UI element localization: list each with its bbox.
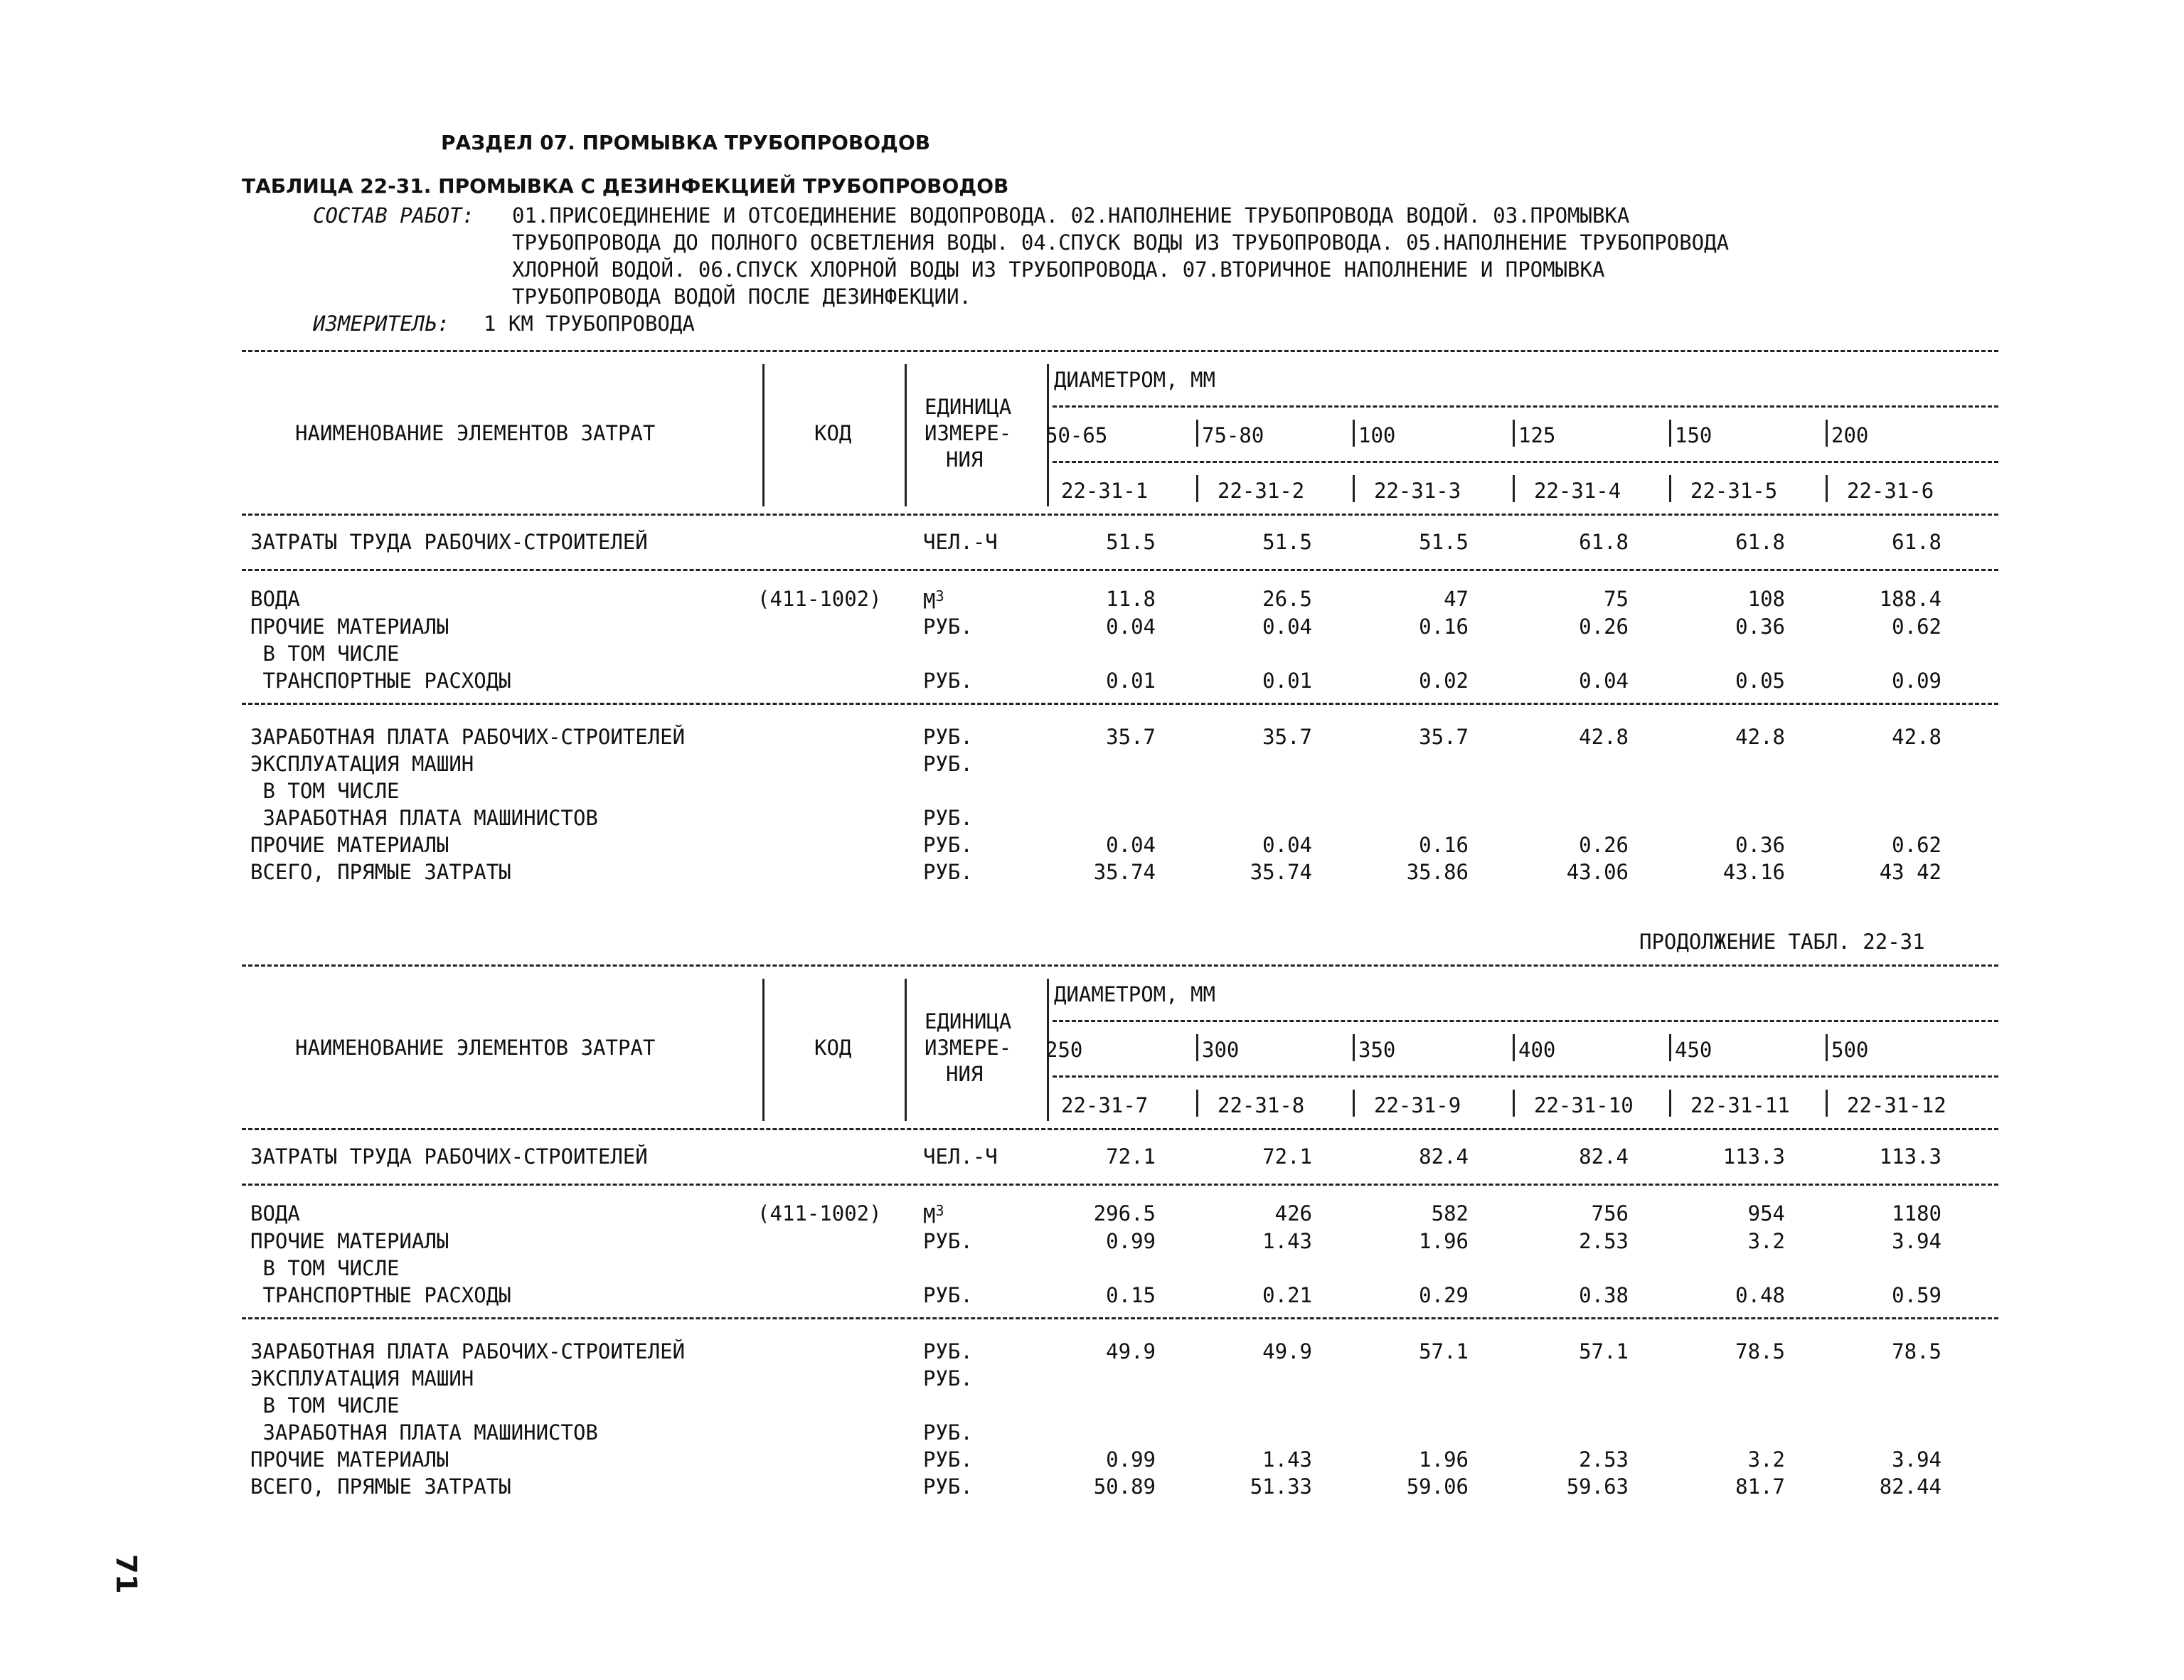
row-value: 0.99: [1106, 1229, 1156, 1253]
code-divider: [1826, 1090, 1828, 1117]
row-name: ЭКСПЛУАТАЦИЯ МАШИН: [250, 1366, 474, 1391]
header-unit-2: ИЗМЕРЕ-: [925, 421, 1012, 445]
diameter-500: 500: [1831, 1038, 1869, 1062]
header-unit-3: НИЯ: [946, 447, 984, 472]
row-value: 35.7: [1106, 725, 1156, 749]
resource-code-22-31-5: 22-31-5: [1690, 479, 1778, 503]
row-value: 3.94: [1892, 1229, 1941, 1253]
row-value: 1180: [1892, 1201, 1941, 1226]
row-unit: $М^3$: [923, 588, 944, 614]
row-value: 35.74: [1093, 860, 1156, 884]
resource-code-22-31-7: 22-31-7: [1061, 1093, 1149, 1117]
resource-code-22-31-1: 22-31-1: [1061, 479, 1149, 503]
table-2-code-rule: [1053, 1075, 1998, 1078]
code-divider: [1196, 475, 1198, 502]
table-title: ТАБЛИЦА 22-31. ПРОМЫВКА С ДЕЗИНФЕКЦИЕЙ ТРУБОПРОВОДОВ: [242, 174, 1009, 198]
row-unit: РУБ.: [923, 1339, 973, 1363]
row-value: 1.96: [1419, 1229, 1469, 1253]
row-value: 61.8: [1892, 530, 1941, 554]
resource-code-22-31-8: 22-31-8: [1218, 1093, 1305, 1117]
row-name: ТРАНСПОРТНЫЕ РАСХОДЫ: [250, 669, 511, 693]
row-value: 0.09: [1892, 669, 1941, 693]
code-divider: [1353, 475, 1355, 502]
row-value: 0.04: [1262, 833, 1312, 857]
row-value: 51.33: [1250, 1474, 1312, 1499]
section-title: РАЗДЕЛ 07. ПРОМЫВКА ТРУБОПРОВОДОВ: [441, 131, 931, 154]
row-value: 82.4: [1579, 1144, 1629, 1169]
row-value: 296.5: [1093, 1201, 1156, 1226]
row-name: ЗАТРАТЫ ТРУДА РАБОЧИХ-СТРОИТЕЛЕЙ: [250, 530, 648, 554]
row-value: 47: [1444, 587, 1469, 611]
row-code: (411-1002): [757, 587, 882, 611]
row-unit: РУБ.: [923, 725, 973, 749]
work-line-3: ХЛОРНОЙ ВОДОЙ. 06.СПУСК ХЛОРНОЙ ВОДЫ ИЗ ТРУБОПРОВОДА. 07.ВТОРИЧНОЕ НАПОЛНЕНИЕ И ПРОМЫВКА: [512, 257, 1605, 282]
row-value: 582: [1431, 1201, 1469, 1226]
row-unit: РУБ.: [923, 833, 973, 857]
table-1-labor-rule: [242, 569, 1998, 571]
work-line-2: ТРУБОПРОВОДА ДО ПОЛНОГО ОСВЕТЛЕНИЯ ВОДЫ. 04.СПУСК ВОДЫ ИЗ ТРУБОПРОВОДА. 05.НАПОЛНЕНИЕ ТРУБОПРОВОДА: [512, 230, 1730, 255]
row-unit: $М^3$: [923, 1202, 944, 1228]
header-unit-2: ИЗМЕРЕ-: [925, 1036, 1012, 1060]
row-value: 0.26: [1579, 833, 1629, 857]
row-value: 49.9: [1262, 1339, 1312, 1363]
table-1-materials-rule: [242, 703, 1998, 705]
row-unit: РУБ.: [923, 1366, 973, 1391]
row-unit: РУБ.: [923, 1474, 973, 1499]
row-name: В ТОМ ЧИСЛЕ: [250, 642, 400, 666]
row-value: 0.62: [1892, 615, 1941, 639]
header-code: КОД: [814, 1036, 852, 1060]
row-value: 35.7: [1419, 725, 1469, 749]
row-value: 26.5: [1262, 587, 1312, 611]
row-unit: РУБ.: [923, 1447, 973, 1472]
row-unit: РУБ.: [923, 1420, 973, 1445]
row-value: 43 42: [1879, 860, 1941, 884]
row-code: (411-1002): [757, 1201, 882, 1226]
continuation-label: ПРОДОЛЖЕНИЕ ТАБЛ. 22-31: [1639, 930, 1925, 954]
row-value: 0.04: [1262, 615, 1312, 639]
resource-code-22-31-6: 22-31-6: [1847, 479, 1934, 503]
resource-code-22-31-10: 22-31-10: [1534, 1093, 1634, 1117]
diameter-200: 200: [1831, 423, 1869, 447]
row-value: 49.9: [1106, 1339, 1156, 1363]
row-name: ЗАРАБОТНАЯ ПЛАТА МАШИНИСТОВ: [250, 1420, 598, 1445]
row-value: 0.04: [1579, 669, 1629, 693]
code-divider: [1196, 1090, 1198, 1117]
row-unit: РУБ.: [923, 669, 973, 693]
row-value: 0.04: [1106, 833, 1156, 857]
diameter-150: 150: [1675, 423, 1712, 447]
diameter-divider: [1513, 1034, 1515, 1061]
resource-code-22-31-11: 22-31-11: [1690, 1093, 1790, 1117]
row-value: 426: [1274, 1201, 1312, 1226]
row-name: В ТОМ ЧИСЛЕ: [250, 1256, 400, 1280]
row-value: 11.8: [1106, 587, 1156, 611]
row-value: 0.15: [1106, 1283, 1156, 1307]
diameter-divider: [1669, 420, 1671, 447]
row-name: ПРОЧИЕ МАТЕРИАЛЫ: [250, 833, 449, 857]
row-value: 3.2: [1747, 1447, 1785, 1472]
diameter-divider: [1353, 420, 1355, 447]
code-divider: [1353, 1090, 1355, 1117]
row-value: 57.1: [1579, 1339, 1629, 1363]
resource-code-22-31-3: 22-31-3: [1374, 479, 1461, 503]
header-name: НАИМЕНОВАНИЕ ЭЛЕМЕНТОВ ЗАТРАТ: [295, 421, 656, 445]
row-value: 3.94: [1892, 1447, 1941, 1472]
row-value: 72.1: [1262, 1144, 1312, 1169]
row-value: 0.26: [1579, 615, 1629, 639]
row-value: 0.62: [1892, 833, 1941, 857]
row-value: 82.44: [1879, 1474, 1941, 1499]
row-name: ТРАНСПОРТНЫЕ РАСХОДЫ: [250, 1283, 511, 1307]
row-value: 50.89: [1093, 1474, 1156, 1499]
row-value: 756: [1591, 1201, 1629, 1226]
header-unit-1: ЕДИНИЦА: [925, 1009, 1012, 1033]
diameter-divider: [1669, 1034, 1671, 1061]
row-value: 0.01: [1262, 669, 1312, 693]
table-2-labor-rule: [242, 1184, 1998, 1186]
row-value: 81.7: [1735, 1474, 1785, 1499]
row-value: 35.7: [1262, 725, 1312, 749]
row-value: 42.8: [1892, 725, 1941, 749]
diameter-450: 450: [1675, 1038, 1712, 1062]
diameter-divider: [1196, 420, 1198, 447]
row-name: ВСЕГО, ПРЯМЫЕ ЗАТРАТЫ: [250, 1474, 511, 1499]
row-unit: РУБ.: [923, 1283, 973, 1307]
code-divider: [1513, 475, 1515, 502]
table-2-materials-rule: [242, 1317, 1998, 1319]
measure-value: 1 КМ ТРУБОПРОВОДА: [484, 312, 695, 336]
row-value: 0.48: [1735, 1283, 1785, 1307]
row-value: 42.8: [1579, 725, 1629, 749]
diameter-250: 250: [1045, 1038, 1083, 1062]
row-value: 3.2: [1747, 1229, 1785, 1253]
code-divider: [1826, 475, 1828, 502]
work-line-4: ТРУБОПРОВОДА ВОДОЙ ПОСЛЕ ДЕЗИНФЕКЦИИ.: [512, 285, 972, 309]
row-value: 61.8: [1579, 530, 1629, 554]
resource-code-22-31-4: 22-31-4: [1534, 479, 1621, 503]
header-diameter: ДИАМЕТРОМ, ММ: [1054, 368, 1215, 392]
diameter-300: 300: [1202, 1038, 1240, 1062]
table-1-code-rule: [1053, 461, 1998, 463]
table-1-diameter-rule: [1053, 405, 1998, 408]
row-value: 0.59: [1892, 1283, 1941, 1307]
row-value: 0.05: [1735, 669, 1785, 693]
resource-code-22-31-9: 22-31-9: [1374, 1093, 1461, 1117]
row-value: 954: [1747, 1201, 1785, 1226]
row-value: 57.1: [1419, 1339, 1469, 1363]
work-label: СОСТАВ РАБОТ:: [313, 203, 474, 228]
table-2-top-rule: [242, 964, 1998, 967]
diameter-divider: [1353, 1034, 1355, 1061]
code-divider: [1669, 1090, 1671, 1117]
row-value: 42.8: [1735, 725, 1785, 749]
row-value: 1.43: [1262, 1229, 1312, 1253]
row-value: 0.29: [1419, 1283, 1469, 1307]
diameter-divider: [1196, 1034, 1198, 1061]
row-name: ВСЕГО, ПРЯМЫЕ ЗАТРАТЫ: [250, 860, 511, 884]
row-name: ЗАРАБОТНАЯ ПЛАТА МАШИНИСТОВ: [250, 806, 598, 830]
row-value: 0.99: [1106, 1447, 1156, 1472]
diameter-350: 350: [1358, 1038, 1396, 1062]
row-value: 51.5: [1106, 530, 1156, 554]
table-2-code-unit-divider: [905, 979, 907, 1121]
resource-code-22-31-12: 22-31-12: [1847, 1093, 1946, 1117]
row-name: ЗАТРАТЫ ТРУДА РАБОЧИХ-СТРОИТЕЛЕЙ: [250, 1144, 648, 1169]
row-value: 2.53: [1579, 1447, 1629, 1472]
row-unit: ЧЕЛ.-Ч: [923, 530, 998, 554]
row-value: 82.4: [1419, 1144, 1469, 1169]
diameter-divider: [1513, 420, 1515, 447]
row-value: 51.5: [1262, 530, 1312, 554]
row-value: 0.36: [1735, 833, 1785, 857]
row-name: ПРОЧИЕ МАТЕРИАЛЫ: [250, 1447, 449, 1472]
row-unit: ЧЕЛ.-Ч: [923, 1144, 998, 1169]
table-2-header-bottom-rule: [242, 1128, 1998, 1130]
row-value: 59.63: [1566, 1474, 1629, 1499]
row-value: 2.53: [1579, 1229, 1629, 1253]
diameter-100: 100: [1358, 423, 1396, 447]
row-value: 61.8: [1735, 530, 1785, 554]
row-value: 188.4: [1879, 587, 1941, 611]
row-name: ПРОЧИЕ МАТЕРИАЛЫ: [250, 1229, 449, 1253]
diameter-75-80: 75-80: [1202, 423, 1264, 447]
row-value: 0.16: [1419, 833, 1469, 857]
row-value: 108: [1747, 587, 1785, 611]
diameter-125: 125: [1518, 423, 1556, 447]
table-1-header-bottom-rule: [242, 514, 1998, 516]
row-value: 78.5: [1735, 1339, 1785, 1363]
row-unit: РУБ.: [923, 615, 973, 639]
header-code: КОД: [814, 421, 852, 445]
row-value: 35.74: [1250, 860, 1312, 884]
row-value: 0.21: [1262, 1283, 1312, 1307]
row-value: 75: [1604, 587, 1629, 611]
row-name: ПРОЧИЕ МАТЕРИАЛЫ: [250, 615, 449, 639]
row-name: В ТОМ ЧИСЛЕ: [250, 1393, 400, 1418]
diameter-50-65: 50-65: [1045, 423, 1108, 447]
row-unit: РУБ.: [923, 806, 973, 830]
code-divider: [1669, 475, 1671, 502]
row-value: 113.3: [1722, 1144, 1785, 1169]
row-value: 0.16: [1419, 615, 1469, 639]
row-name: ВОДА: [250, 1201, 300, 1226]
row-value: 0.02: [1419, 669, 1469, 693]
diameter-400: 400: [1518, 1038, 1556, 1062]
row-value: 1.96: [1419, 1447, 1469, 1472]
table-1-code-unit-divider: [905, 364, 907, 506]
work-line-1: 01.ПРИСОЕДИНЕНИЕ И ОТСОЕДИНЕНИЕ ВОДОПРОВОДА. 02.НАПОЛНЕНИЕ ТРУБОПРОВОДА ВОДОЙ. 03.ПРОМЫВКА: [512, 203, 1630, 228]
row-value: 35.86: [1406, 860, 1469, 884]
row-name: ЗАРАБОТНАЯ ПЛАТА РАБОЧИХ-СТРОИТЕЛЕЙ: [250, 1339, 686, 1363]
row-value: 113.3: [1879, 1144, 1941, 1169]
row-unit: РУБ.: [923, 1229, 973, 1253]
row-value: 43.06: [1566, 860, 1629, 884]
row-unit: РУБ.: [923, 752, 973, 776]
diameter-divider: [1826, 420, 1828, 447]
header-unit-1: ЕДИНИЦА: [925, 395, 1012, 419]
row-name: В ТОМ ЧИСЛЕ: [250, 779, 400, 803]
row-unit: РУБ.: [923, 860, 973, 884]
row-value: 0.01: [1106, 669, 1156, 693]
row-value: 0.04: [1106, 615, 1156, 639]
table-2-name-code-divider: [762, 979, 765, 1121]
row-name: ВОДА: [250, 587, 300, 611]
row-value: 51.5: [1419, 530, 1469, 554]
header-unit-3: НИЯ: [946, 1062, 984, 1086]
diameter-divider: [1826, 1034, 1828, 1061]
row-value: 43.16: [1722, 860, 1785, 884]
header-diameter: ДИАМЕТРОМ, ММ: [1054, 982, 1215, 1006]
measure-label: ИЗМЕРИТЕЛЬ:: [313, 312, 450, 336]
table-1-top-rule: [242, 350, 1998, 352]
row-value: 0.36: [1735, 615, 1785, 639]
code-divider: [1513, 1090, 1515, 1117]
table-1-name-code-divider: [762, 364, 765, 506]
row-value: 78.5: [1892, 1339, 1941, 1363]
row-value: 0.38: [1579, 1283, 1629, 1307]
row-value: 59.06: [1406, 1474, 1469, 1499]
page-number: 71: [110, 1554, 142, 1594]
header-name: НАИМЕНОВАНИЕ ЭЛЕМЕНТОВ ЗАТРАТ: [295, 1036, 656, 1060]
row-value: 1.43: [1262, 1447, 1312, 1472]
resource-code-22-31-2: 22-31-2: [1218, 479, 1305, 503]
row-name: ЭКСПЛУАТАЦИЯ МАШИН: [250, 752, 474, 776]
table-2-diameter-rule: [1053, 1020, 1998, 1022]
row-value: 72.1: [1106, 1144, 1156, 1169]
row-name: ЗАРАБОТНАЯ ПЛАТА РАБОЧИХ-СТРОИТЕЛЕЙ: [250, 725, 686, 749]
